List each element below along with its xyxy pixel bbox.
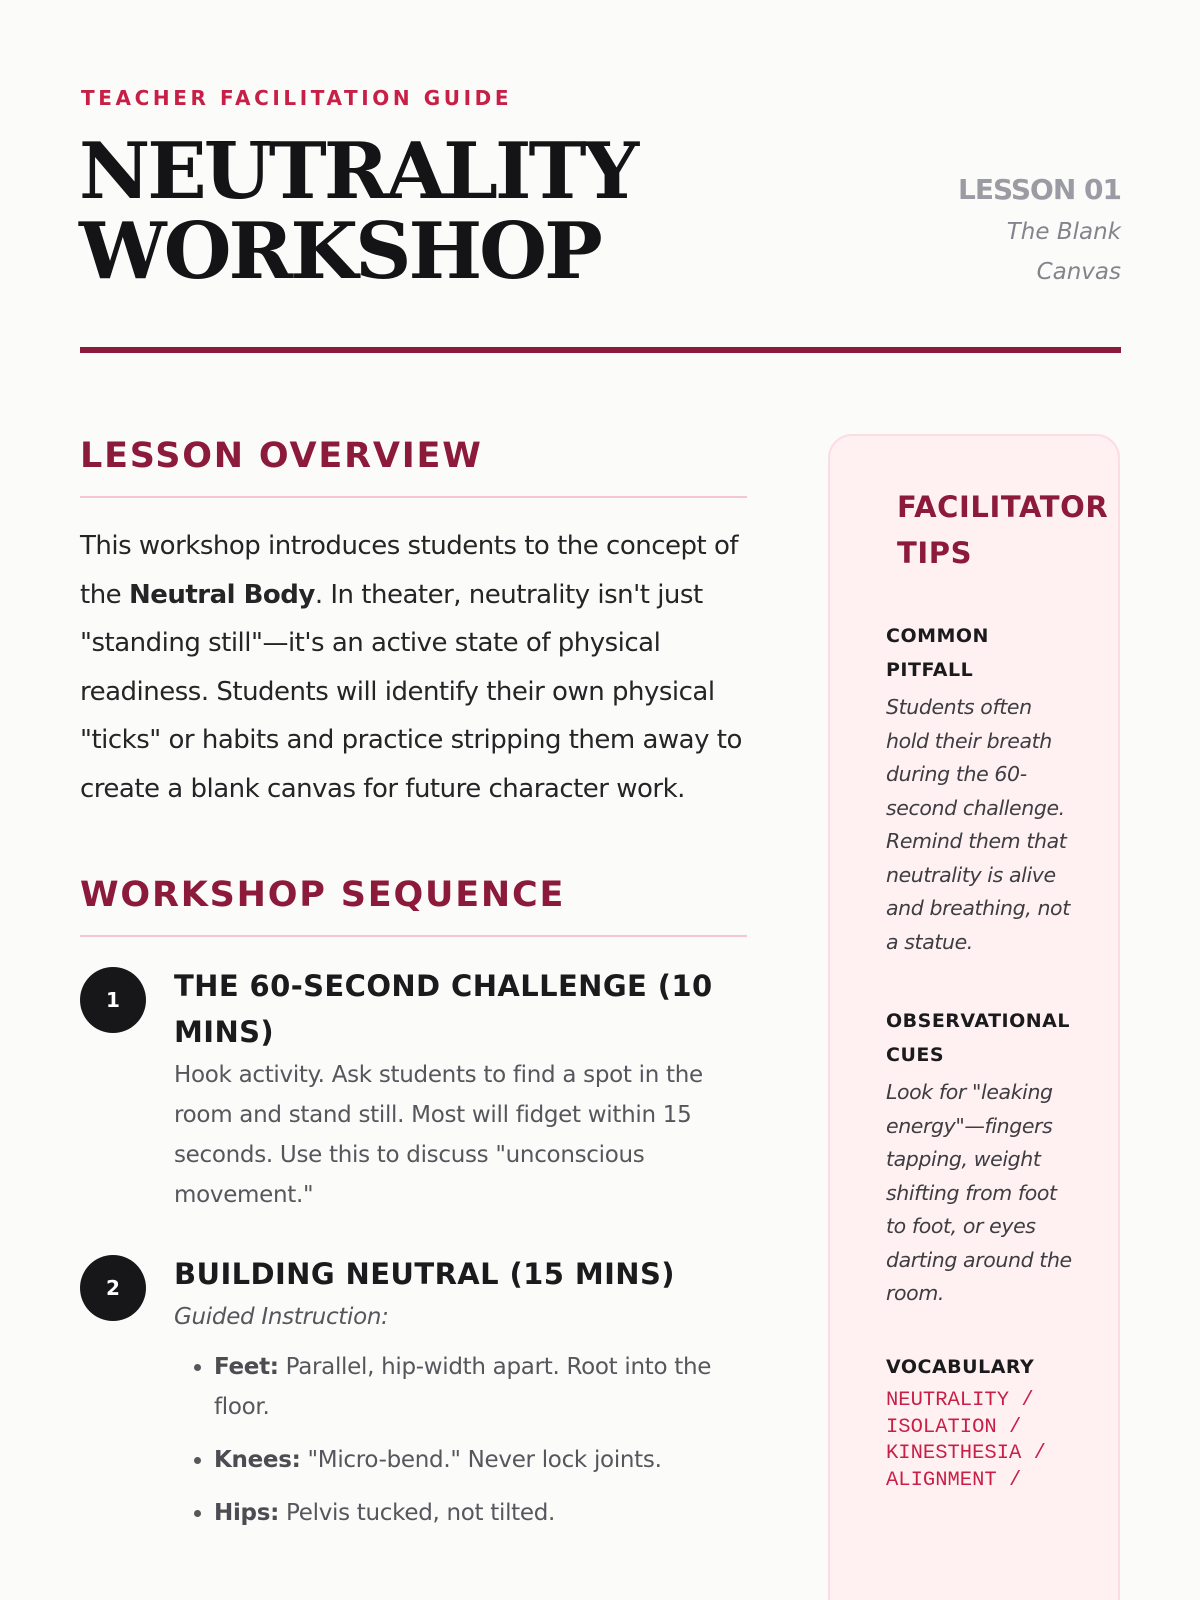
step-2 bbox=[80, 1251, 747, 1533]
tip-text: Students often hold their breath during the 60-second challenge. Remind them that neutrality is alive and breathing, not a statue. bbox=[886, 695, 1070, 954]
neutral-body-term: Neutral Body bbox=[128, 579, 315, 610]
overview-text-start: This workshop introduces students to the concept of the bbox=[80, 531, 739, 610]
tip-text: Look for "leaking energy"—fingers tapping, weight shifting from foot to foot, or eyes darting around the room. bbox=[886, 1080, 1072, 1305]
sequence-heading: WORKSHOP SEQUENCE bbox=[80, 871, 747, 937]
tip-label: COMMON PITFALL bbox=[886, 625, 989, 681]
tip-label: OBSERVATIONAL CUES bbox=[886, 1010, 1070, 1066]
step-subtitle: Guided Instruction: bbox=[174, 1304, 389, 1330]
list-item-text: "Micro-bend." Never lock joints. bbox=[300, 1447, 662, 1473]
header-divider bbox=[80, 347, 1121, 353]
lesson-number: LESSON 01 bbox=[958, 173, 1121, 206]
page-title-line-2: WORKSHOP bbox=[79, 206, 600, 297]
step-title: BUILDING NEUTRAL (15 MINS) bbox=[174, 1257, 675, 1291]
tip-common-pitfall bbox=[886, 620, 1076, 959]
sidebar-title: FACILITATOR TIPS bbox=[897, 490, 1109, 570]
main-column bbox=[80, 432, 747, 1546]
step-number-badge: 1 bbox=[80, 967, 146, 1033]
list-item-label: Feet: bbox=[214, 1354, 279, 1380]
list-item bbox=[214, 1493, 747, 1533]
facilitator-tips-panel bbox=[828, 434, 1120, 1600]
step-description: Hook activity. Ask students to find a spot in the room and stand still. Most will fidget within 15 seconds. Use this to discuss "unconscious movement." bbox=[174, 1062, 703, 1208]
lesson-subtitle: The Blank Canvas bbox=[1006, 219, 1121, 285]
vocabulary-terms: NEUTRALITY / ISOLATION / KINESTHESIA / ALIGNMENT / bbox=[886, 1389, 1046, 1492]
list-item-label: Hips: bbox=[214, 1500, 279, 1526]
page-title bbox=[79, 126, 637, 297]
vocabulary-label: VOCABULARY bbox=[886, 1355, 1035, 1378]
overview-heading: LESSON OVERVIEW bbox=[80, 432, 747, 498]
list-item-label: Knees: bbox=[214, 1447, 301, 1473]
lesson-meta bbox=[958, 170, 1121, 292]
page-title-line-1: NEUTRALITY bbox=[79, 126, 637, 217]
list-item-text: Pelvis tucked, not tilted. bbox=[279, 1500, 556, 1526]
vocabulary-block bbox=[886, 1351, 1076, 1495]
list-item bbox=[214, 1347, 747, 1427]
list-item bbox=[214, 1440, 747, 1480]
tip-observational-cues bbox=[886, 1005, 1076, 1311]
step-number-badge: 2 bbox=[80, 1255, 146, 1321]
overview-paragraph bbox=[80, 522, 747, 813]
eyebrow-label: TEACHER FACILITATION GUIDE bbox=[81, 86, 513, 110]
step-title: THE 60-SECOND CHALLENGE (10 MINS) bbox=[174, 969, 713, 1049]
step-1 bbox=[80, 963, 747, 1215]
list-item-text: Parallel, hip-width apart. Root into the floor. bbox=[214, 1354, 712, 1420]
overview-text-end: . In theater, neutrality isn't just "standing still"—it's an active state of physical readiness. Students will identify their own physical "ticks" or habits and practice stripping them away to create a blank canvas for future character work. bbox=[80, 579, 742, 804]
instruction-list bbox=[174, 1347, 747, 1533]
